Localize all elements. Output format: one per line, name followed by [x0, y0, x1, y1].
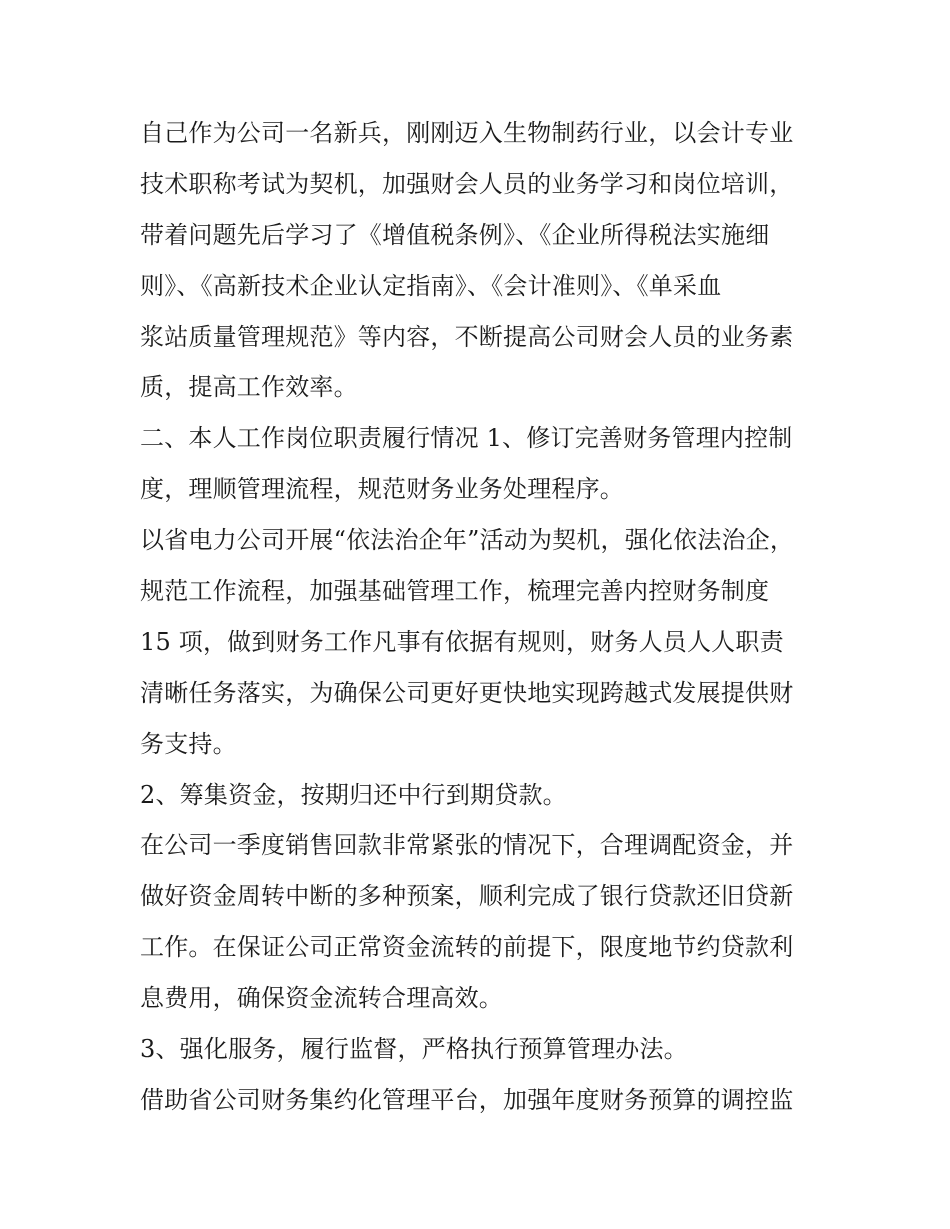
document-body [140, 108, 820, 1126]
text-line-18: 息费用，确保资金流转合理高效。 [140, 984, 503, 1013]
text-line-3: 带着问题先后学习了《增值税条例》、《企业所得税法实施细 [140, 220, 770, 249]
text-line-2: 技术职称考试为契机，加强财会人员的业务学习和岗位培训， [140, 169, 794, 198]
text-line-4: 则》、《高新技术企业认定指南》、《会计准则》、《单采血 [140, 271, 722, 300]
text-line-16: 做好资金周转中断的多种预案，顺利完成了银行贷款还旧贷新 [140, 882, 794, 911]
text-line-1: 自己作为公司一名新兵，刚刚迈入生物制药行业，以会计专业 [140, 119, 794, 147]
item-heading-3: 3、强化服务，履行监督，严格执行预算管理办法。 [140, 1035, 688, 1064]
text-line-6: 质，提高工作效率。 [140, 373, 358, 402]
item-heading-2: 2、筹集资金，按期归还中行到期贷款。 [140, 780, 567, 809]
text-line-15: 在公司一季度销售回款非常紧张的情况下，合理调配资金，并 [140, 831, 794, 860]
text-line-8: 度，理顺管理流程，规范财务业务处理程序。 [140, 475, 624, 504]
text-line-10: 规范工作流程，加强基础管理工作，梳理完善内控财务制度 [140, 577, 770, 606]
text-line-20: 借助省公司财务集约化管理平台，加强年度财务预算的调控监 [140, 1085, 794, 1114]
text-line-12: 清晰任务落实，为确保公司更好更快地实现跨越式发展提供财 [140, 678, 794, 707]
text-line-13: 务支持。 [140, 729, 237, 758]
text-line-11: 15 项，做到财务工作凡事有依据有规则，财务人员人人职责 [140, 627, 784, 656]
text-line-5: 浆站质量管理规范》等内容，不断提高公司财会人员的业务素 [140, 322, 794, 351]
section-heading-2: 二、本人工作岗位职责履行情况 1、修订完善财务管理内控制 [140, 424, 793, 453]
text-line-9: 以省电力公司开展“依法治企年”活动为契机，强化依法治企， [140, 526, 795, 555]
text-line-17: 工作。在保证公司正常资金流转的前提下，限度地节约贷款利 [140, 933, 794, 962]
